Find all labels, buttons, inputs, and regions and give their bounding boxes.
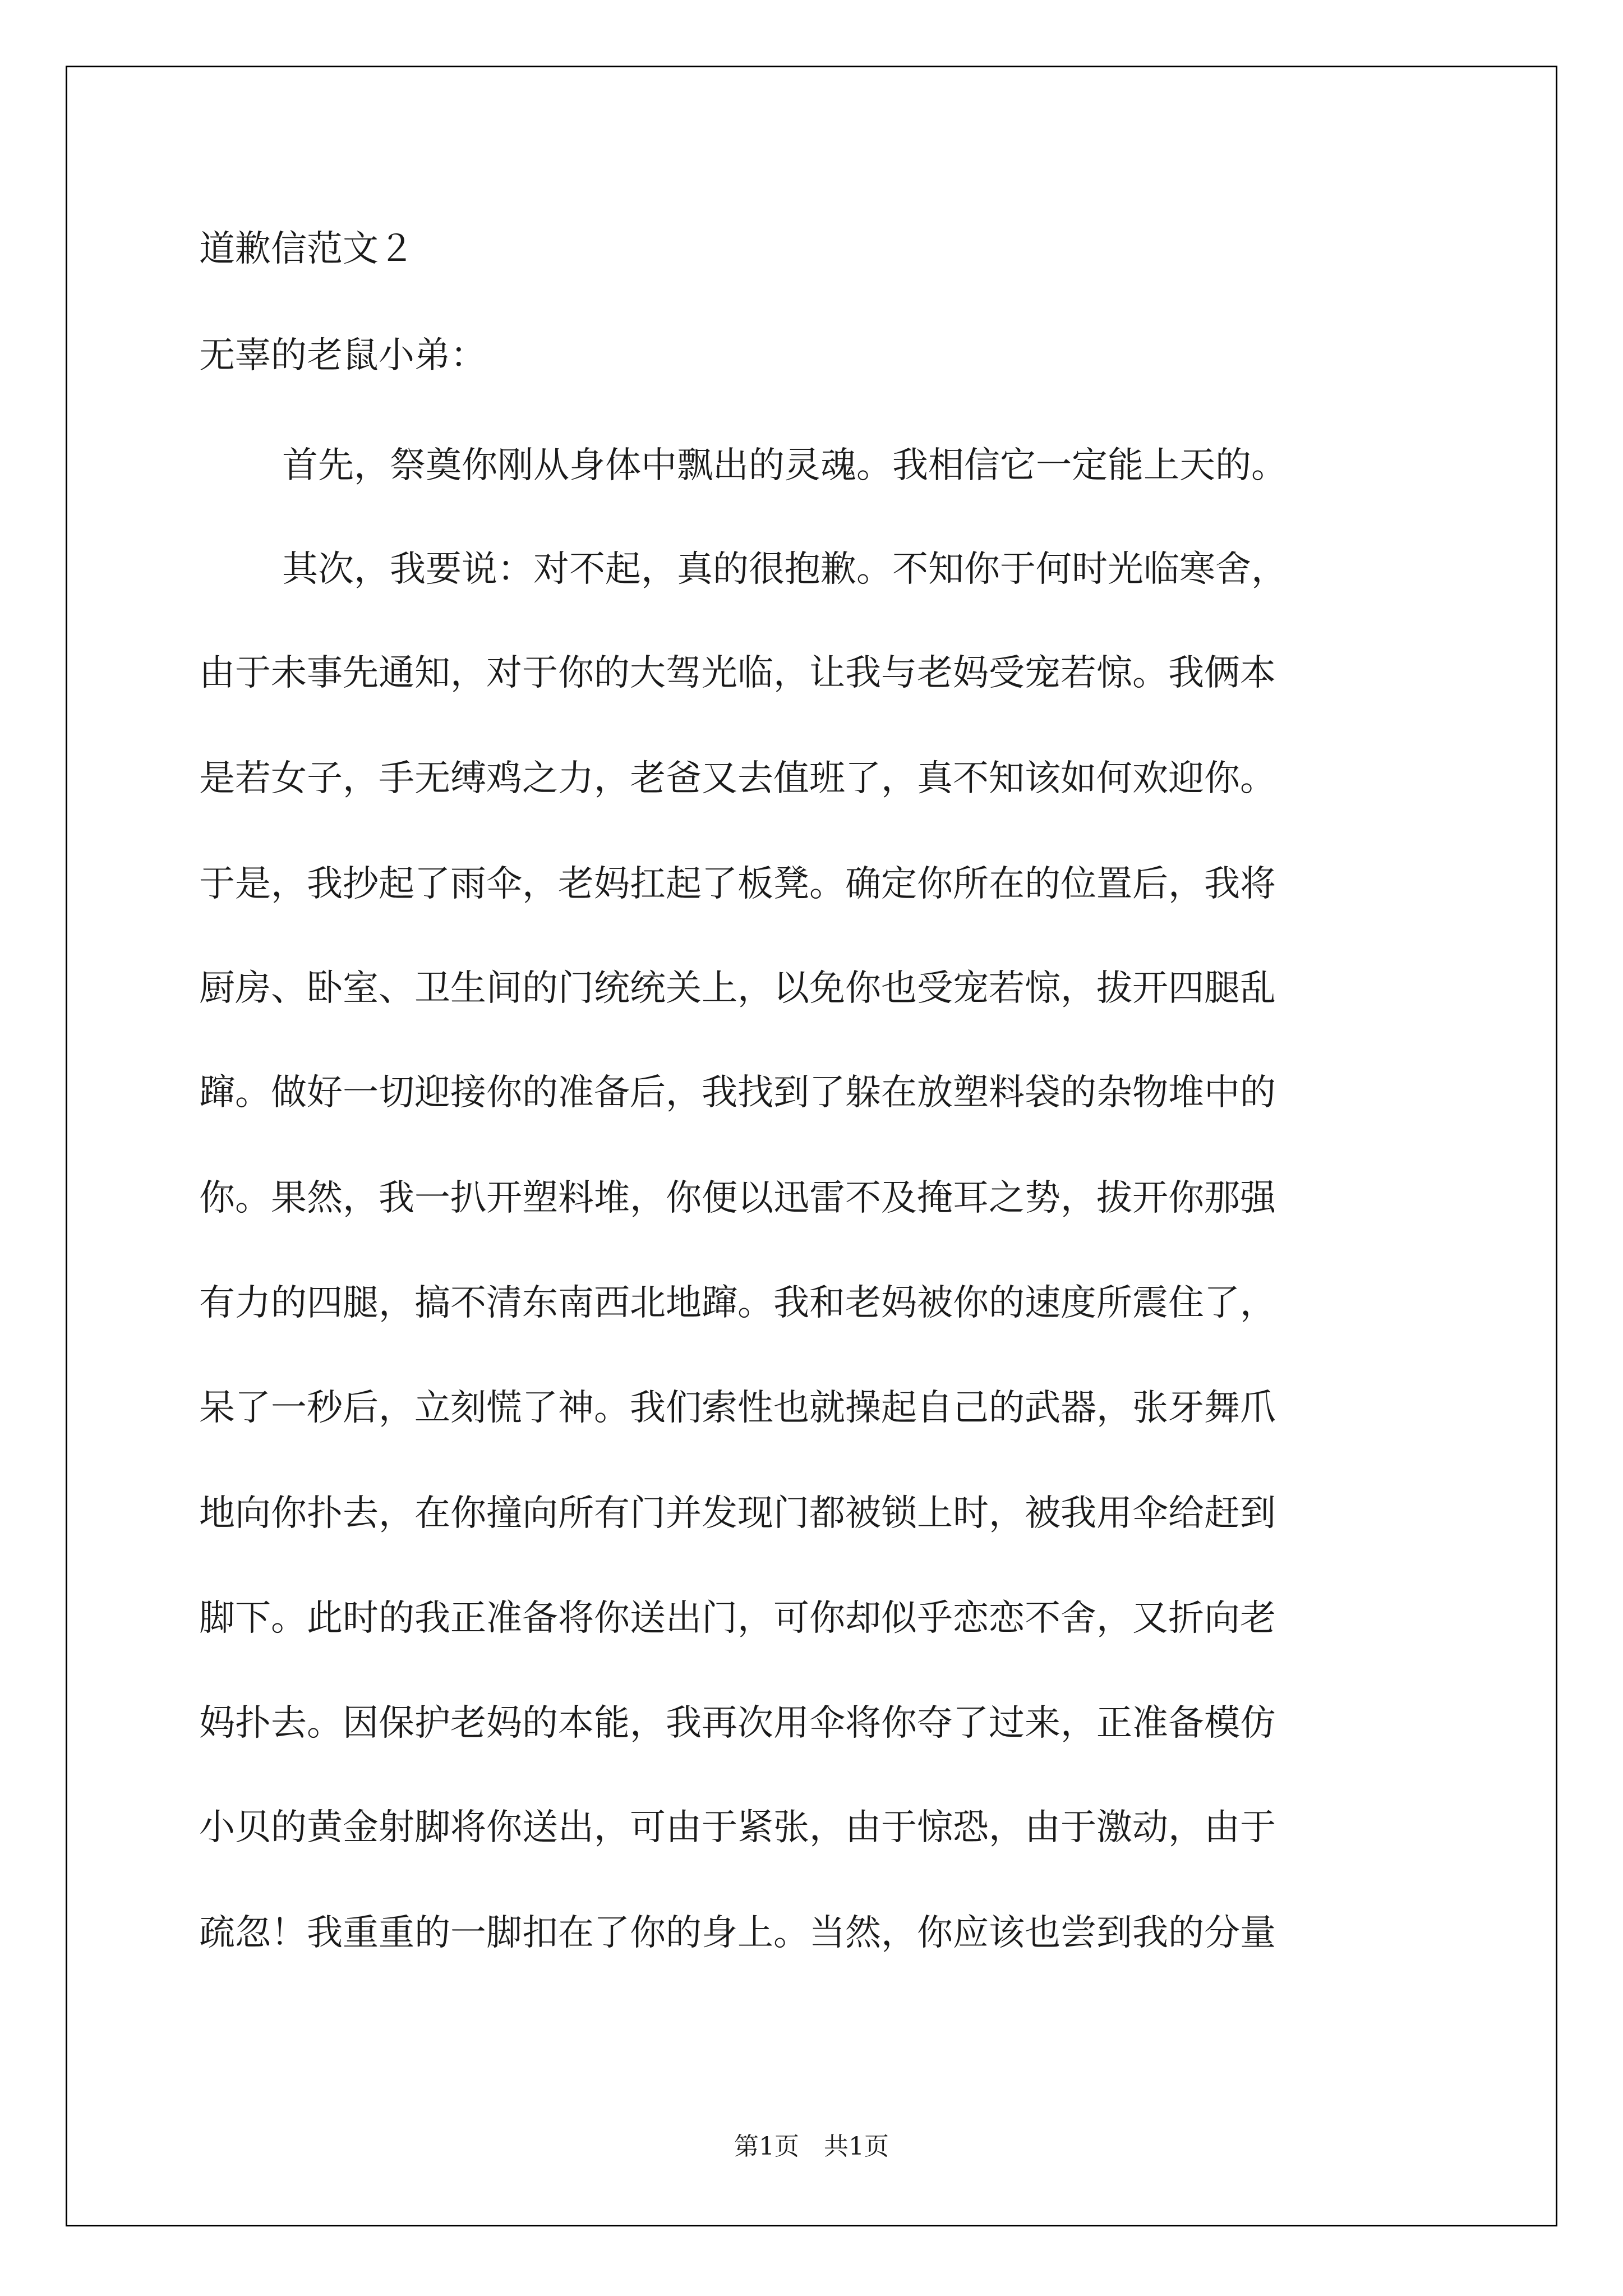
- page-border: [66, 66, 1557, 2226]
- body-line: 厨房、卧室、卫生间的门统统关上，以免你也受宠若惊，拔开四腿乱: [199, 968, 1276, 1009]
- body-line: 地向你扑去，在你撞向所有门并发现门都被锁上时，被我用伞给赶到: [199, 1493, 1276, 1534]
- body-line: 妈扑去。因保护老妈的本能，我再次用伞将你夺了过来，正准备模仿: [199, 1703, 1276, 1744]
- body-line: 其次，我要说：对不起，真的很抱歉。不知你于何时光临寒舍，: [282, 549, 1287, 590]
- body-line: 疏忽！我重重的一脚扣在了你的身上。当然，你应该也尝到我的分量: [199, 1912, 1276, 1954]
- document-title: 道歉信范文２: [199, 228, 414, 270]
- body-line: 首先，祭奠你刚从身体中飘出的灵魂。我相信它一定能上天的。: [282, 445, 1287, 486]
- body-line: 小贝的黄金射脚将你送出，可由于紧张，由于惊恐，由于激动，由于: [199, 1807, 1276, 1848]
- body-line: 是若女子，手无缚鸡之力，老爸又去值班了，真不知该如何欢迎你。: [199, 758, 1276, 799]
- page-number: 第1页 共1页: [734, 2132, 889, 2161]
- body-line: 于是，我抄起了雨伞，老妈扛起了板凳。确定你所在的位置后，我将: [199, 863, 1276, 905]
- body-line: 你。果然，我一扒开塑料堆，你便以迅雷不及掩耳之势，拔开你那强: [199, 1177, 1276, 1219]
- body-line: 蹿。做好一切迎接你的准备后，我找到了躲在放塑料袋的杂物堆中的: [199, 1072, 1276, 1114]
- body-line: 呆了一秒后，立刻慌了神。我们索性也就操起自己的武器，张牙舞爪: [199, 1387, 1276, 1429]
- body-line: 有力的四腿，搞不清东南西北地蹿。我和老妈被你的速度所震住了，: [199, 1282, 1276, 1324]
- body-line: 由于未事先通知，对于你的大驾光临，让我与老妈受宠若惊。我俩本: [199, 652, 1276, 694]
- body-line: 脚下。此时的我正准备将你送出门，可你却似乎恋恋不舍，又折向老: [199, 1598, 1276, 1639]
- salutation: 无辜的老鼠小弟：: [199, 335, 486, 376]
